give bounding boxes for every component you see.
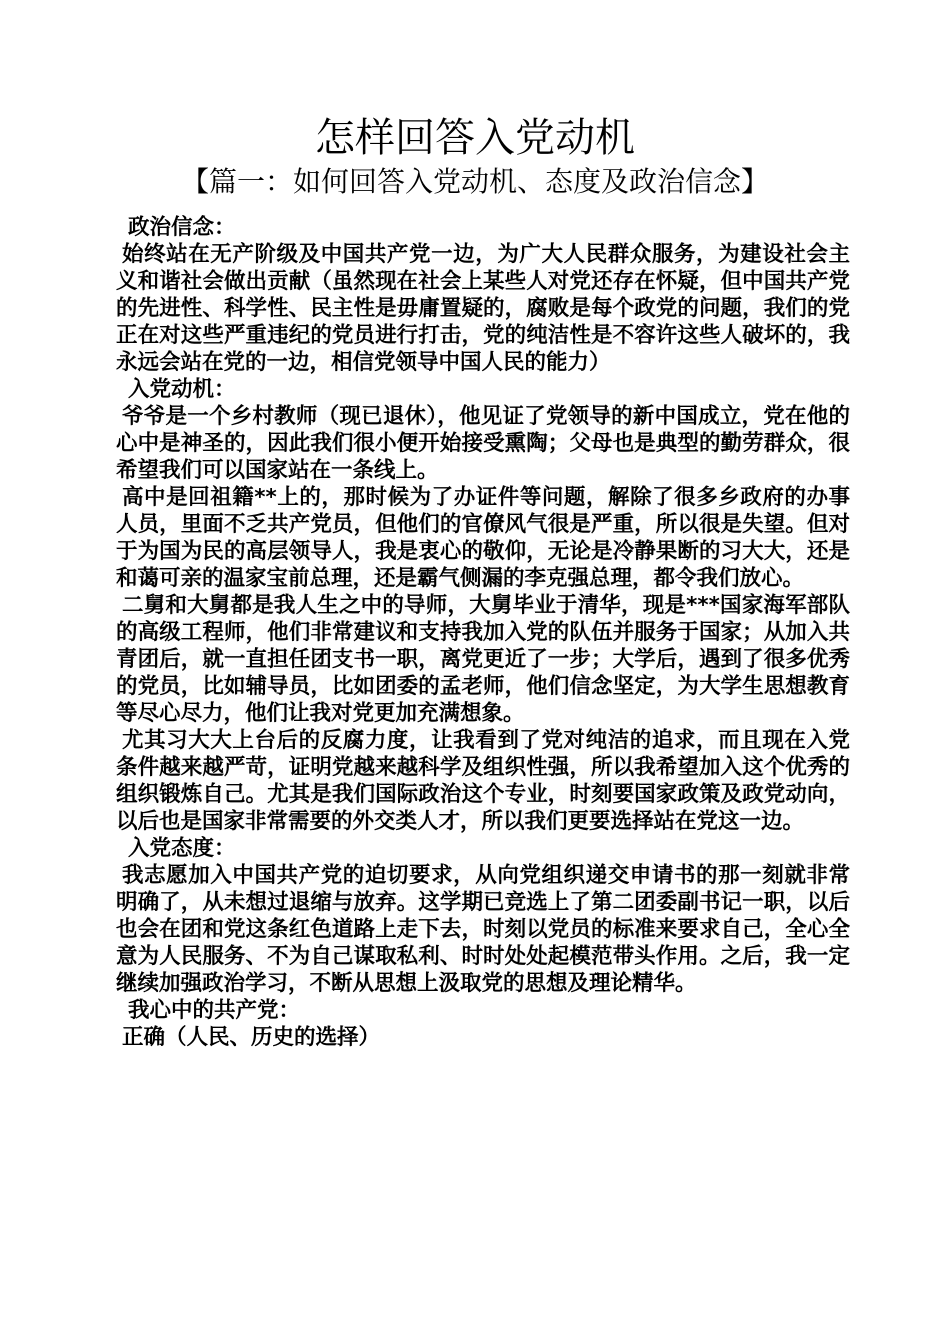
paragraph: 高中是回祖籍**上的，那时候为了办证件等问题，解除了很多乡政府的办事人员，里面不乏共产党员，但他们的官僚风气很是严重，所以很是失望。但对于为国为民的高层领导人，我是衷心的敬仰，无论是冷静果断的习大大，还是和蔼可亲的温家宝前总理，还是霸气侧漏的李克强总理，都令我们放心。: [116, 485, 850, 591]
document-subtitle: 【篇一：如何回答入党动机、态度及政治信念】: [180, 165, 769, 198]
document-title: 怎样回答入党动机: [315, 115, 635, 161]
document-body: [116, 214, 850, 1051]
paragraph: 爷爷是一个乡村教师（现已退休），他见证了党领导的新中国成立，党在他的心中是神圣的，因此我们很小便开始接受熏陶；父母也是典型的勤劳群众，很希望我们可以国家站在一条线上。: [116, 404, 850, 483]
paragraph: 正确（人民、历史的选择）: [122, 1025, 381, 1050]
paragraph: 二舅和大舅都是我人生之中的导师，大舅毕业于清华，现是***国家海军部队的高级工程师，他们非常建议和支持我加入党的队伍并服务于国家；从加入共青团后，就一直担任团支书一职，离党更近了一步；大学后，遇到了很多优秀的党员，比如辅导员，比如团委的孟老师，他们信念坚定，为大学生思想教育等尽心尽力，他们让我对党更加充满想象。: [116, 593, 850, 726]
paragraph: 我志愿加入中国共产党的迫切要求，从向党组织递交申请书的那一刻就非常明确了，从未想过退缩与放弃。这学期已竞选上了第二团委副书记一职，以后也会在团和党这条红色道路上走下去，时刻以党员的标准来要求自己，全心全意为人民服务、不为自己谋取私利、时时处处起模范带头作用。之后，我一定继续加强政治学习，不断从思想上汲取党的思想及理论精华。: [116, 863, 850, 996]
section-heading-party-in-my-heart: 我心中的共产党：: [128, 998, 301, 1023]
section-heading-attitude: 入党态度：: [128, 836, 236, 861]
paragraph: 始终站在无产阶级及中国共产党一边，为广大人民群众服务，为建设社会主义和谐社会做出贡献（虽然现在社会上某些人对党还存在怀疑，但中国共产党的先进性、科学性、民主性是毋庸置疑的，腐败是每个政党的问题，我们的党正在对这些严重违纪的党员进行打击，党的纯洁性是不容许这些人破坏的，我永远会站在党的一边，相信党领导中国人民的能力）: [116, 242, 850, 375]
section-heading-motivation: 入党动机：: [128, 377, 236, 402]
section-heading-political-belief: 政治信念：: [128, 215, 236, 240]
paragraph: 尤其习大大上台后的反腐力度，让我看到了党对纯洁的追求，而且现在入党条件越来越严苛，证明党越来越科学及组织性强，所以我希望加入这个优秀的组织锻炼自己。尤其是我们国际政治这个专业，时刻要国家政策及政党动向，以后也是国家非常需要的外交类人才，所以我们更要选择站在党这一边。: [116, 728, 850, 834]
